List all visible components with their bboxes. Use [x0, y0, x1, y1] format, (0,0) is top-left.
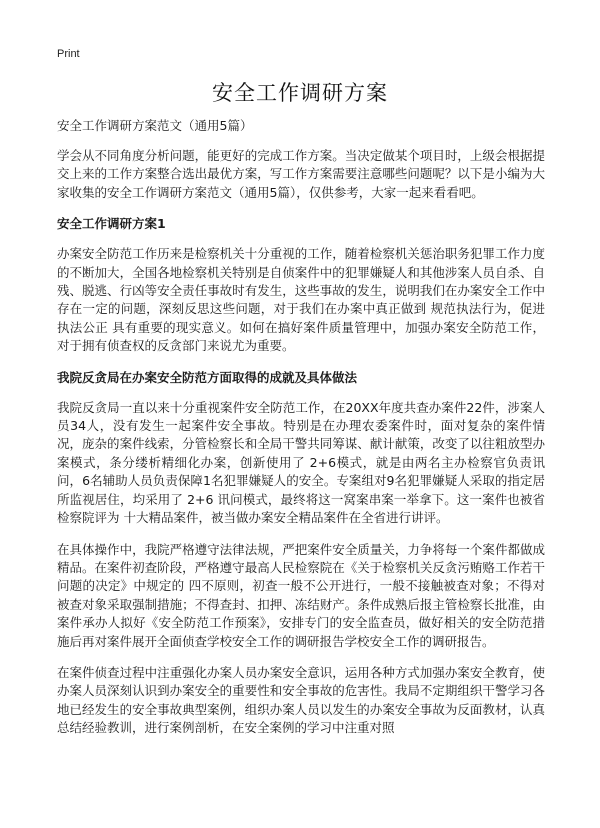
document-subtitle: 安全工作调研方案范文（通用5篇） [57, 118, 253, 133]
page-title: 安全工作调研方案 [212, 81, 388, 105]
section-heading: 安全工作调研方案1 [57, 216, 166, 232]
paragraph: 在具体操作中，我院严格遵守法律法规，严把案件安全质量关，力争将每一个案件都做成精品。在案件初查阶段，严格遵守最高人民检察院在《关于检察机关反贪污贿赂工作若干问题的决定》中规定的 四不原则，初查一般不公开进行，一般不接触被查对象；不得对被查对象采取强制措施；不得查封、扣押、冻结财产。条件成熟后报主管检察长批准，由案件承办人拟好《安全防范工作预案》，安排专门的安全监查员，做好相关的安全防范措施后再对案件展开全面侦查学校安全工作的调研报告学校安全工作的调研报告。 [57, 541, 545, 649]
section-heading: 我院反贪局在办案安全防范方面取得的成就及具体做法 [57, 369, 358, 385]
paragraph: 办案安全防范工作历来是检察机关十分重视的工作，随着检察机关惩治职务犯罪工作力度的不断加大，全国各地检察机关特别是自侦案件中的犯罪嫌疑人和其他涉案人员自杀、自残、脱逃、行凶等安全责任事故时有发生，这些事故的发生，说明我们在办案安全工作中存在一定的问题，深刻反思这些问题，对于我们在办案中真正做到 规范执法行为，促进执法公正 具有重要的现实意义。如何在搞好案件质量管理中，加强办案安全防范工作，对于拥有侦查权的反贪部门来说尤为重要。 [57, 246, 545, 354]
paragraph: 我院反贪局一直以来十分重视案件安全防范工作，在20XX年度共查办案件22件，涉案人员34人，没有发生一起案件安全事故。特别是在办理农委案件时，面对复杂的案件情况，庞杂的案件线索，分管检察长和全局干警共同筹谋、献计献策，改变了以往粗放型办案模式，条分缕析精细化办案，创新使用了 2+6模式，就是由两名主办检察官负责讯问，6名辅助人员负责保障1名犯罪嫌疑人的安全。专案组对9名犯罪嫌疑人采取的指定居所监视居住，均采用了 2+6 讯问模式，最终将这一窝案串案一举拿下。这一案件也被省检察院评为 十大精品案件，被当做办案安全精品案件在全省进行讲评。 [57, 399, 545, 526]
print-label[interactable]: Print [57, 48, 80, 60]
document-body [57, 117, 545, 751]
intro-paragraph: 学会从不同角度分析问题，能更好的完成工作方案。当决定做某个项目时，上级会根据提交上来的工作方案整合选出最优方案，写工作方案需要注意哪些问题呢？以下是小编为大家收集的安全工作调研方案范文（通用5篇），仅供参考，大家一起来看看吧。 [57, 148, 545, 200]
paragraph: 在案件侦查过程中注重强化办案人员办案安全意识，运用各种方式加强办案安全教育，使办案人员深刻认识到办案安全的重要性和安全事故的危害性。我局不定期组织干警学习各地已经发生的安全事故典型案例，组织办案人员以发生的办案安全事故为反面教材，认真总结经验教训，进行案例剖析，在安全案例的学习中注重对照 [57, 664, 545, 736]
